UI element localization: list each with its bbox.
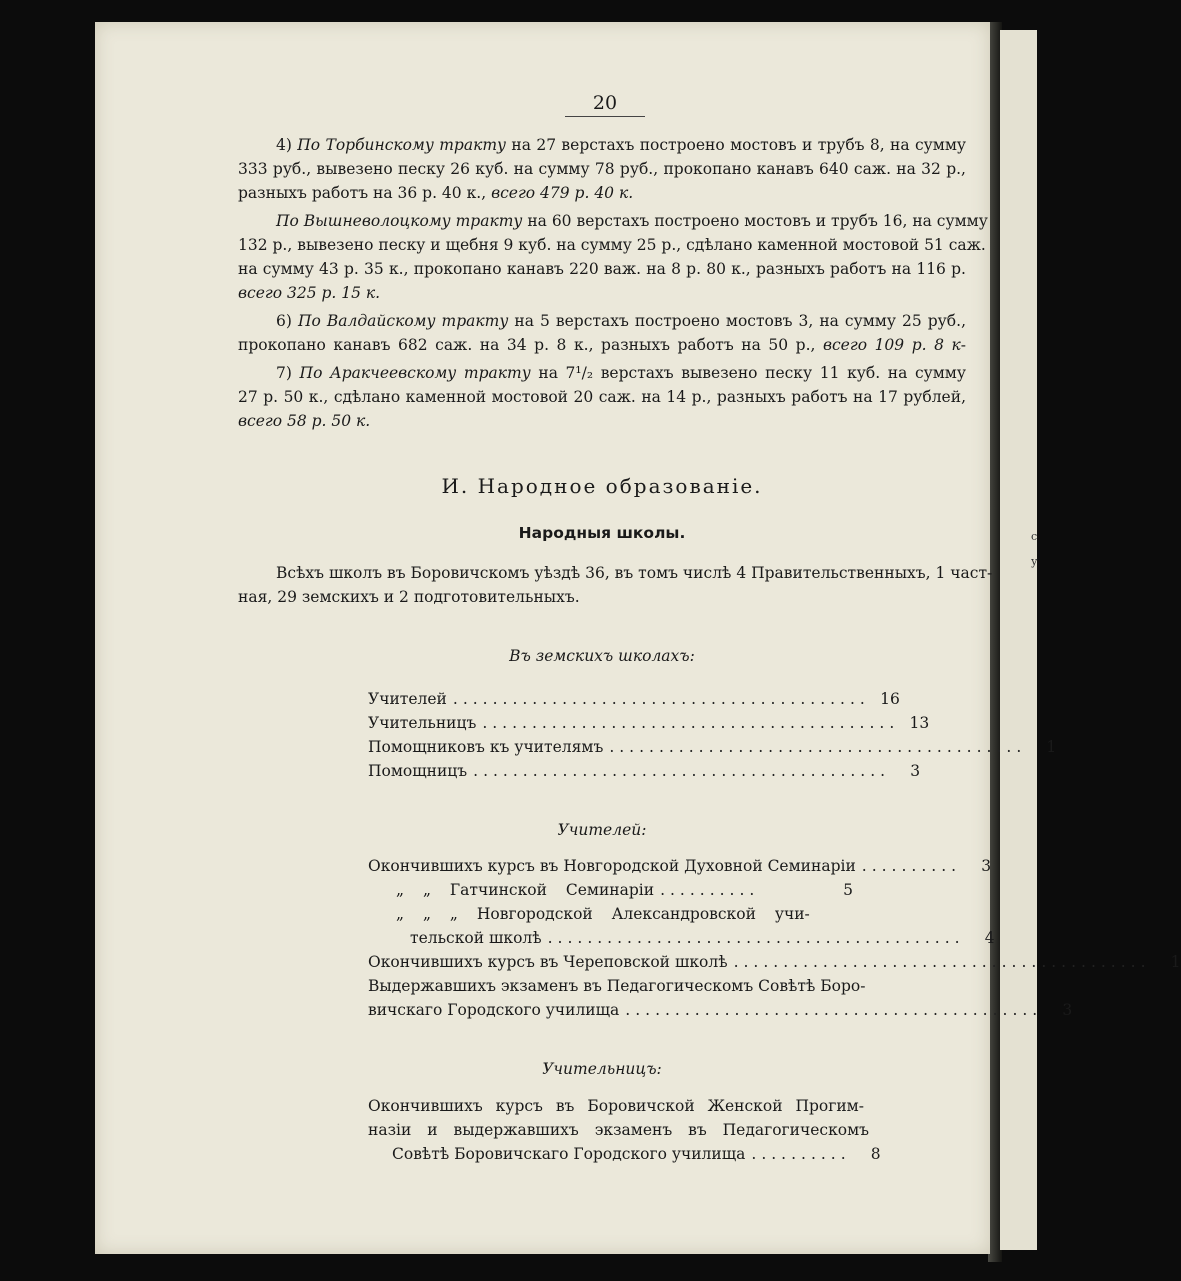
list-item: Окончившихъ курсъ въ Новгородской Духовной Семинаріи .......... 3 (368, 857, 992, 875)
list-item: Помощницъ .......................................... 3 (368, 762, 921, 780)
list-item: назіи и выдержавшихъ экзаменъ въ Педагогическомъ (368, 1121, 870, 1139)
teachers-heading: Учителей: (557, 821, 647, 839)
facing-page-edge (1000, 30, 1037, 1250)
list-item: Совѣтѣ Боровичскаго Городского училища .......... 8 (392, 1145, 881, 1163)
text-line: 333 руб., вывезено песку 26 куб. на сумму 78 руб., прокопано канавъ 640 саж. на 32 р., (238, 160, 966, 178)
list-item: Окончившихъ курсъ въ Череповской школѣ .......................................... 1 (368, 953, 1181, 971)
facing-page-fragment: у (1031, 555, 1038, 568)
text-line: всего 58 р. 50 к. (238, 412, 371, 430)
intro-line: Всѣхъ школъ въ Боровичскомъ уѣздѣ 36, въ томъ числѣ 4 Правительственныхъ, 1 част- (276, 564, 993, 582)
text-line: По Вышневолоцкому тракту на 60 верстахъ построено мостовъ и трубъ 16, на сумму (276, 212, 988, 230)
text-line: прокопано канавъ 682 саж. на 34 р. 8 к., разныхъ работъ на 50 р., всего 109 р. 8 к- (238, 336, 966, 354)
subsection-title: Народныя школы. (518, 524, 686, 542)
page-number: 20 (565, 90, 645, 117)
female-teachers-heading: Учительницъ: (542, 1060, 662, 1078)
text-line: 27 р. 50 к., сдѣлано каменной мостовой 20 саж. на 14 р., разныхъ работъ на 17 рублей, (238, 388, 966, 406)
intro-line: ная, 29 земскихъ и 2 подготовительныхъ. (238, 588, 580, 606)
facing-page-fragment: с (1031, 530, 1038, 543)
text-line: на сумму 43 р. 35 к., прокопано канавъ 220 важ. на 8 р. 80 к., разныхъ работъ на 116 р. (238, 260, 966, 278)
text-line: 132 р., вывезено песку и щебня 9 куб. на сумму 25 р., сдѣлано каменной мостовой 51 саж. (238, 236, 986, 254)
list-item: вичскаго Городского училища .......................................... 3 (368, 1001, 1073, 1019)
list-item: Окончившихъ курсъ въ Боровичской Женской Прогим- (368, 1097, 864, 1115)
list-item: Помощниковъ къ учителямъ .......................................... 1 (368, 738, 1057, 756)
list-item: „ „ „ Новгородской Александровской учи- (396, 905, 810, 923)
text-line: 7) По Аракчеевскому тракту на 7¹/₂ верстахъ вывезено песку 11 куб. на сумму (276, 364, 966, 382)
list-item: Учительницъ .......................................... 13 (368, 714, 930, 732)
list-item: Учителей .......................................... 16 (368, 690, 900, 708)
list-item: „ „ Гатчинской Семинаріи .......... 5 (396, 881, 853, 899)
zemstvo-heading: Въ земскихъ школахъ: (509, 647, 695, 665)
section-title: И. Народное образованіе. (441, 474, 763, 498)
text-line: разныхъ работъ на 36 р. 40 к., всего 479 р. 40 к. (238, 184, 634, 202)
list-item: Выдержавшихъ экзаменъ въ Педагогическомъ Совѣтѣ Боро- (368, 977, 866, 995)
text-line: 4) По Торбинскому тракту на 27 верстахъ построено мостовъ и трубъ 8, на сумму (276, 136, 966, 154)
list-item: тельской школѣ .......................................... 4 (410, 929, 995, 947)
text-line: всего 325 р. 15 к. (238, 284, 381, 302)
text-line: 6) По Валдайскому тракту на 5 верстахъ построено мостовъ 3, на сумму 25 руб., (276, 312, 966, 330)
